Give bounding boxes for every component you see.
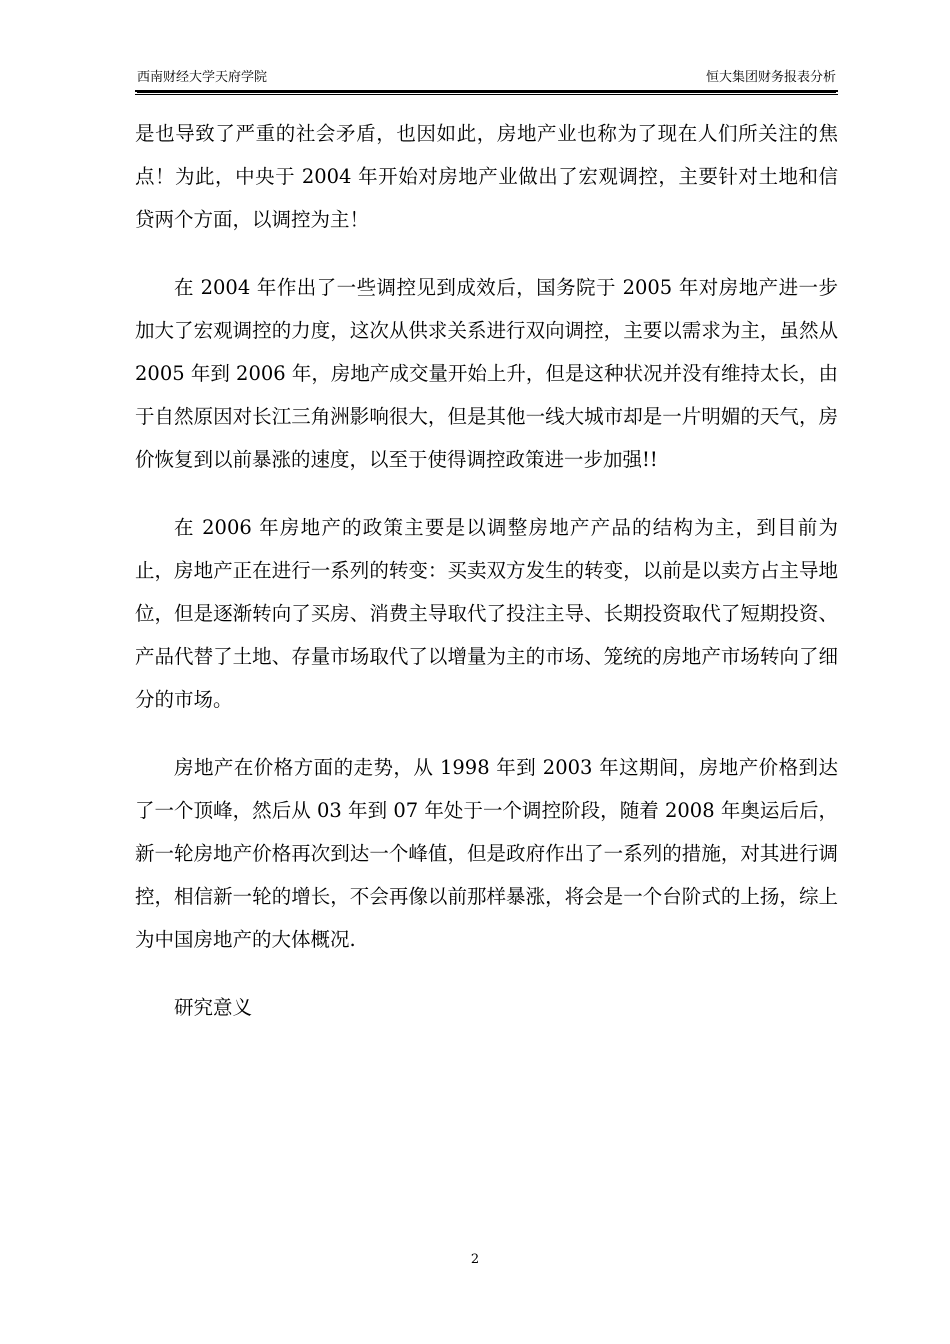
paragraph-4: 房地产在价格方面的走势，从 1998 年到 2003 年这期间，房地产价格到达了一个顶峰，然后从 03 年到 07 年处于一个调控阶段，随着 2008 年奥运后后，新一轮房地产价格再次到达一个峰值，但是政府作出了一系列的措施，对其进行调控，相信新一轮的增长，不会再像以前那样暴涨，将会是一个台阶式的上扬，综上为中国房地产的大体概况. bbox=[135, 756, 838, 951]
body-text bbox=[135, 112, 838, 1029]
paragraph-2: 在 2004 年作出了一些调控见到成效后，国务院于 2005 年对房地产进一步加大了宏观调控的力度，这次从供求关系进行双向调控，主要以需求为主，虽然从 2005 年到 2006 年，房地产成交量开始上升，但是这种状况并没有维持太长，由于自然原因对长江三角洲影响很大，但是其他一线大城市却是一片明媚的天气，房价恢复到以前暴涨的速度，以至于使得调控政策进一步加强!! bbox=[135, 276, 838, 471]
header-document-title: 恒大集团财务报表分析 bbox=[705, 70, 836, 85]
section-heading: 研究意义 bbox=[174, 996, 253, 1019]
paragraph-1: 是也导致了严重的社会矛盾，也因如此，房地产业也称为了现在人们所关注的焦点！为此，中央于 2004 年开始对房地产业做出了宏观调控，主要针对土地和信贷两个方面，以调控为主！ bbox=[135, 122, 838, 231]
header-rule bbox=[135, 94, 838, 95]
paragraph-3: 在 2006 年房地产的政策主要是以调整房地产产品的结构为主，到目前为止，房地产正在进行一系列的转变：买卖双方发生的转变，以前是以卖方占主导地位，但是逐渐转向了买房、消费主导取代了投注主导、长期投资取代了短期投资、产品代替了土地、存量市场取代了以增量为主的市场、笼统的房地产市场转向了细分的市场。 bbox=[135, 516, 838, 711]
header-institution: 西南财经大学天府学院 bbox=[137, 70, 268, 85]
page-header bbox=[135, 68, 838, 92]
page-number: 2 bbox=[470, 1252, 480, 1267]
